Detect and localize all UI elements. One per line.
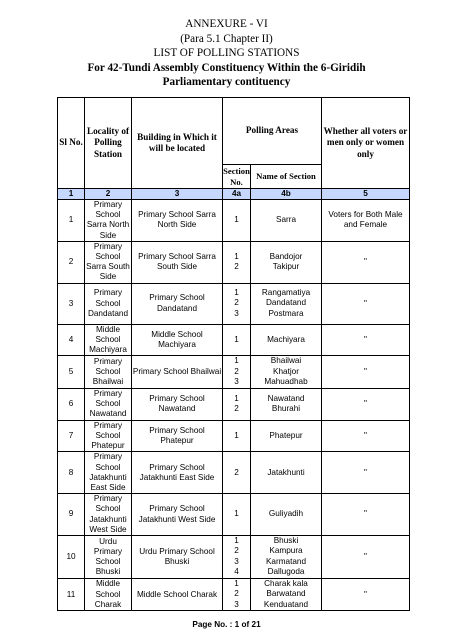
table-row bbox=[58, 420, 410, 452]
building-cell: Primary School Nawatand bbox=[132, 388, 223, 420]
header-voters: Whether all voters or men only or women only bbox=[322, 98, 410, 189]
voters-cell: " bbox=[322, 324, 410, 356]
section-no-cell: 1 bbox=[223, 324, 251, 356]
constituency-title: For 42-Tundi Assembly Constituency Within the 6-Giridih bbox=[87, 61, 366, 74]
voters-cell: " bbox=[322, 388, 410, 420]
header-locality: Locality of Polling Station bbox=[85, 98, 132, 189]
table-row bbox=[58, 535, 410, 578]
locality-cell: Primary School Dandatand bbox=[85, 283, 132, 324]
section-no-cell: 1 bbox=[223, 420, 251, 452]
voters-cell: " bbox=[322, 241, 410, 283]
sl-no-cell: 8 bbox=[58, 452, 85, 494]
header-section-name: Name of Section bbox=[251, 165, 322, 189]
table-row bbox=[58, 356, 410, 389]
locality-cell: Primary School Sarra North Side bbox=[85, 200, 132, 242]
column-number-row bbox=[58, 189, 410, 200]
section-no-cell: 1 bbox=[223, 200, 251, 242]
section-no-cell: 1 bbox=[223, 494, 251, 536]
sl-no-cell: 7 bbox=[58, 420, 85, 452]
locality-cell: Middle School Charak bbox=[85, 578, 132, 611]
locality-cell: Primary School Jatakhunti East Side bbox=[85, 452, 132, 494]
building-cell: Primary School Sarra South Side bbox=[132, 241, 223, 283]
locality-cell: Middle School Machiyara bbox=[85, 324, 132, 356]
section-no-cell: 1 2 bbox=[223, 388, 251, 420]
locality-cell: Primary School Jatakhunti West Side bbox=[85, 494, 132, 536]
sl-no-cell: 5 bbox=[58, 356, 85, 389]
building-cell: Primary School Dandatand bbox=[132, 283, 223, 324]
section-name-cell: Guliyadih bbox=[251, 494, 322, 536]
parliamentary-title: Parliamentary contituency bbox=[162, 76, 291, 89]
sl-no-cell: 4 bbox=[58, 324, 85, 356]
voters-cell: " bbox=[322, 283, 410, 324]
locality-cell: Primary School Phatepur bbox=[85, 420, 132, 452]
table-row bbox=[58, 578, 410, 611]
voters-cell: " bbox=[322, 356, 410, 389]
column-number: 3 bbox=[132, 189, 223, 200]
section-name-cell: Sarra bbox=[251, 200, 322, 242]
header-sl-no: Sl No. bbox=[58, 98, 85, 189]
locality-cell: Primary School Bhailwai bbox=[85, 356, 132, 389]
voters-cell: " bbox=[322, 578, 410, 611]
table-row bbox=[58, 494, 410, 536]
section-no-cell: 1 2 3 bbox=[223, 356, 251, 389]
sl-no-cell: 2 bbox=[58, 241, 85, 283]
annexure-title: ANNEXURE - VI bbox=[185, 18, 268, 30]
section-no-cell: 1 2 bbox=[223, 241, 251, 283]
column-number: 2 bbox=[85, 189, 132, 200]
table-row bbox=[58, 324, 410, 356]
list-title: LIST OF POLLING STATIONS bbox=[153, 47, 300, 60]
voters-cell: " bbox=[322, 420, 410, 452]
building-cell: Primary School Jatakhunti East Side bbox=[132, 452, 223, 494]
voters-cell: " bbox=[322, 535, 410, 578]
building-cell: Primary School Bhailwai bbox=[132, 356, 223, 389]
header-building: Building in Which it will be located bbox=[132, 98, 223, 189]
section-name-cell: Machiyara bbox=[251, 324, 322, 356]
section-name-cell: Bandojor Takipur bbox=[251, 241, 322, 283]
polling-stations-table bbox=[57, 97, 410, 611]
locality-cell: Primary School Nawatand bbox=[85, 388, 132, 420]
page-number: Page No. : 1 of 21 bbox=[192, 620, 261, 629]
section-name-cell: Nawatand Bhurahi bbox=[251, 388, 322, 420]
table-row bbox=[58, 241, 410, 283]
section-name-cell: Bhailwai Khatjor Mahuadhab bbox=[251, 356, 322, 389]
section-name-cell: Rangamatiya Dandatand Postmara bbox=[251, 283, 322, 324]
section-name-cell: Jatakhunti bbox=[251, 452, 322, 494]
header-section-no: Section No. bbox=[223, 166, 250, 187]
column-number: 5 bbox=[322, 189, 410, 200]
sl-no-cell: 3 bbox=[58, 283, 85, 324]
sl-no-cell: 11 bbox=[58, 578, 85, 611]
table-row bbox=[58, 388, 410, 420]
voters-cell: " bbox=[322, 494, 410, 536]
document-header bbox=[0, 17, 453, 90]
para-reference: (Para 5.1 Chapter II) bbox=[180, 32, 273, 45]
building-cell: Primary School Sarra North Side bbox=[132, 200, 223, 242]
section-no-cell: 1 2 3 4 bbox=[223, 535, 251, 578]
table-row bbox=[58, 452, 410, 494]
sl-no-cell: 6 bbox=[58, 388, 85, 420]
building-cell: Middle School Machiyara bbox=[132, 324, 223, 356]
section-name-cell: Charak kala Barwatand Kenduatand bbox=[251, 578, 322, 611]
building-cell: Middle School Charak bbox=[132, 578, 223, 611]
table-row bbox=[58, 283, 410, 324]
table-row bbox=[58, 200, 410, 242]
section-no-cell: 1 2 3 bbox=[223, 283, 251, 324]
building-cell: Urdu Primary School Bhuski bbox=[132, 535, 223, 578]
section-no-cell: 2 bbox=[223, 452, 251, 494]
voters-cell: " bbox=[322, 452, 410, 494]
header-polling-areas: Polling Areas bbox=[223, 98, 322, 165]
sl-no-cell: 1 bbox=[58, 200, 85, 242]
building-cell: Primary School Phatepur bbox=[132, 420, 223, 452]
column-number: 1 bbox=[58, 189, 85, 200]
locality-cell: Urdu Primary School Bhuski bbox=[85, 535, 132, 578]
column-number: 4b bbox=[251, 189, 322, 200]
sl-no-cell: 10 bbox=[58, 535, 85, 578]
building-cell: Primary School Jatakhunti West Side bbox=[132, 494, 223, 536]
voters-cell: Voters for Both Male and Female bbox=[322, 200, 410, 242]
column-number: 4a bbox=[223, 189, 251, 200]
sl-no-cell: 9 bbox=[58, 494, 85, 536]
section-name-cell: Bhuski Kampura Karmatand Dallugoda bbox=[251, 535, 322, 578]
locality-cell: Primary School Sarra South Side bbox=[86, 241, 130, 282]
section-no-cell: 1 2 3 bbox=[223, 578, 251, 611]
section-name-cell: Phatepur bbox=[251, 420, 322, 452]
